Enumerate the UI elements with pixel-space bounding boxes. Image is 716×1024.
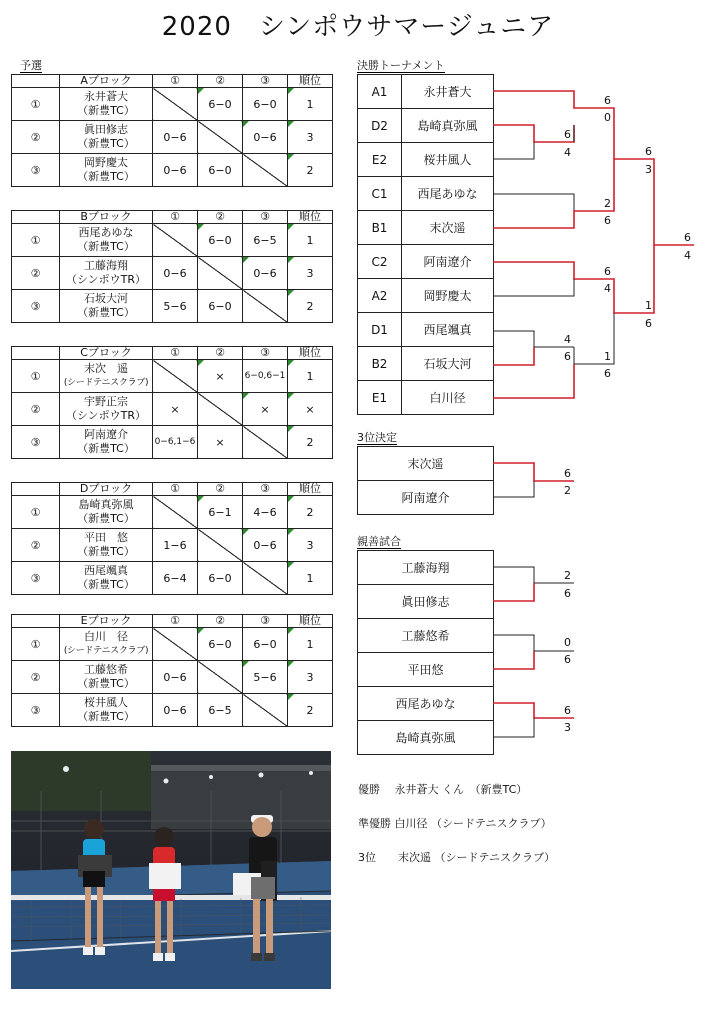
rank-header: 順位 xyxy=(288,75,333,88)
bracket-line xyxy=(493,91,694,245)
player-club: （新豊TC） xyxy=(77,677,135,690)
entry-name: 永井蒼大 xyxy=(402,75,494,109)
rank-header: 順位 xyxy=(288,347,333,360)
player-club: （新豊TC） xyxy=(77,170,135,183)
block-table xyxy=(11,614,333,727)
score-cell: 0−6 xyxy=(243,257,288,290)
player-index: ② xyxy=(12,393,60,426)
score-qf3-b: 4 xyxy=(604,282,611,295)
score-cell: 5−6 xyxy=(153,290,198,323)
table-row xyxy=(12,628,333,661)
rank-header: 順位 xyxy=(288,615,333,628)
friendly-entry: 工藤悠希 xyxy=(358,619,494,653)
score-cell: 0−6 xyxy=(153,661,198,694)
entry-name: 島崎真弥風 xyxy=(402,109,494,143)
score-r1-bot-b: 6 xyxy=(564,350,571,363)
player-name: 西尾あゆな xyxy=(78,226,134,239)
player-cell xyxy=(60,360,153,393)
score-friendly-2a: 0 xyxy=(564,636,571,649)
score-friendly-3b: 3 xyxy=(564,721,571,734)
score-cell: 6−0 xyxy=(198,562,243,595)
player-cell xyxy=(60,224,153,257)
bracket-entry xyxy=(358,109,494,143)
entry-name: 西尾颯真 xyxy=(402,313,494,347)
player-index: ① xyxy=(12,88,60,121)
bracket-line xyxy=(493,331,574,347)
entry-seed: D1 xyxy=(358,313,402,347)
player-index: ① xyxy=(12,628,60,661)
table-row xyxy=(12,661,333,694)
player-club: （新豊TC） xyxy=(77,306,135,319)
prelim-label: 予選 xyxy=(20,59,42,72)
player-cell xyxy=(60,121,153,154)
player-cell xyxy=(60,661,153,694)
bracket-entry xyxy=(358,177,494,211)
score-cell: 6−1 xyxy=(198,496,243,529)
rank-cell: 3 xyxy=(288,257,333,290)
player-club: （新豊TC） xyxy=(77,240,135,253)
result-third: 3位 末次遥 （シードテニスクラブ） xyxy=(358,851,556,864)
friendly-table xyxy=(357,550,494,755)
player-club: (シードテニスクラブ) xyxy=(63,378,149,388)
entry-seed: B2 xyxy=(358,347,402,381)
score-qf4-a: 1 xyxy=(604,350,611,363)
table-row xyxy=(12,290,333,323)
bracket-line xyxy=(493,159,614,228)
player-cell xyxy=(60,694,153,727)
player-index: ② xyxy=(12,121,60,154)
bracket-line xyxy=(493,125,574,142)
score-cell: 4−6 xyxy=(243,496,288,529)
player-cell xyxy=(60,88,153,121)
player-name: 宇野正宗 xyxy=(84,395,128,408)
score-cell: 6−0 xyxy=(198,628,243,661)
friendly-entry: 島崎真弥風 xyxy=(358,721,494,755)
header-corner xyxy=(12,75,60,88)
header-corner xyxy=(12,211,60,224)
third-place-table xyxy=(357,446,494,515)
entry-seed: E1 xyxy=(358,381,402,415)
player-name: 岡野慶太 xyxy=(84,156,128,169)
score-cell: 6−0 xyxy=(243,88,288,121)
rank-cell: 1 xyxy=(288,224,333,257)
friendly-entry: 工藤海翔 xyxy=(358,551,494,585)
opponent-header: ③ xyxy=(243,483,288,496)
bracket-line xyxy=(493,703,574,718)
bracket-line xyxy=(493,651,534,669)
bracket-line xyxy=(493,567,574,583)
block-table xyxy=(11,74,333,187)
player-index: ① xyxy=(12,360,60,393)
player-club: （シンポウTR） xyxy=(65,273,147,286)
bracket-entry xyxy=(358,245,494,279)
player-name: 阿南遼介 xyxy=(84,428,128,441)
entry-name: 桜井風人 xyxy=(402,143,494,177)
entry-name: 西尾あゆな xyxy=(402,177,494,211)
score-r1-bot-a: 4 xyxy=(564,333,571,346)
player-name: 工藤悠希 xyxy=(84,663,128,676)
block-table xyxy=(11,346,333,459)
friendly-label: 親善試合 xyxy=(357,535,401,548)
player-name: 工藤海翔 xyxy=(84,259,128,272)
score-cell: 6−0 xyxy=(243,628,288,661)
score-cell: 0−6 xyxy=(243,529,288,562)
bracket-line xyxy=(493,279,574,296)
bracket-line xyxy=(493,364,574,398)
opponent-header: ③ xyxy=(243,75,288,88)
self-match-cell xyxy=(198,393,243,426)
player-club: (シードテニスクラブ) xyxy=(63,646,149,656)
score-cell: 6−0 xyxy=(198,154,243,187)
player-index: ② xyxy=(12,529,60,562)
player-club: （新豊TC） xyxy=(77,442,135,455)
table-row xyxy=(12,562,333,595)
score-sf2-a: 1 xyxy=(645,299,652,312)
self-match-cell xyxy=(198,529,243,562)
opponent-header: ② xyxy=(198,347,243,360)
friendly-entry: 眞田修志 xyxy=(358,585,494,619)
rank-cell: 2 xyxy=(288,496,333,529)
bracket-line xyxy=(493,347,534,365)
friendly-entry: 西尾あゆな xyxy=(358,687,494,721)
self-match-cell xyxy=(198,257,243,290)
self-match-cell xyxy=(243,562,288,595)
friendly-entry: 平田悠 xyxy=(358,653,494,687)
score-cell: 0−6 xyxy=(153,154,198,187)
self-match-cell xyxy=(198,121,243,154)
player-name: 石坂大河 xyxy=(84,292,128,305)
block-name: Dブロック xyxy=(60,483,153,496)
player-cell xyxy=(60,529,153,562)
self-match-cell xyxy=(153,628,198,661)
table-row xyxy=(12,694,333,727)
bracket-entry xyxy=(358,211,494,245)
score-qf3-a: 6 xyxy=(604,265,611,278)
entry-name: 白川径 xyxy=(402,381,494,415)
score-cell: 6−5 xyxy=(243,224,288,257)
player-club: （新豊TC） xyxy=(77,710,135,723)
table-row xyxy=(12,88,333,121)
table-row xyxy=(12,121,333,154)
score-cell: 0−6,1−6 xyxy=(153,426,198,459)
player-club: （新豊TC） xyxy=(77,512,135,525)
score-qf4-b: 6 xyxy=(604,367,611,380)
score-cell: 0−6 xyxy=(153,694,198,727)
player-name: 白川 径 xyxy=(84,630,128,643)
player-index: ② xyxy=(12,257,60,290)
player-index: ② xyxy=(12,661,60,694)
score-final-a: 6 xyxy=(684,231,691,244)
score-cell: × xyxy=(198,426,243,459)
score-cell: 6−5 xyxy=(198,694,243,727)
opponent-header: ① xyxy=(153,347,198,360)
table-row xyxy=(12,496,333,529)
entry-name: 石坂大河 xyxy=(402,347,494,381)
player-cell xyxy=(60,257,153,290)
player-name: 桜井風人 xyxy=(84,696,128,709)
bracket-line xyxy=(493,142,534,159)
player-name: 永井蒼大 xyxy=(84,90,128,103)
player-name: 島崎真弥風 xyxy=(78,498,134,511)
score-final-b: 4 xyxy=(684,249,691,262)
player-index: ③ xyxy=(12,562,60,595)
self-match-cell xyxy=(198,661,243,694)
table-row xyxy=(12,257,333,290)
player-cell xyxy=(60,628,153,661)
bracket-entry xyxy=(358,143,494,177)
bracket-line xyxy=(493,194,574,211)
rank-cell: 3 xyxy=(288,661,333,694)
rank-cell: 1 xyxy=(288,562,333,595)
opponent-header: ② xyxy=(198,211,243,224)
entry-seed: A2 xyxy=(358,279,402,313)
player-cell xyxy=(60,290,153,323)
opponent-header: ③ xyxy=(243,347,288,360)
score-sf1-b: 3 xyxy=(645,163,652,176)
score-friendly-1a: 2 xyxy=(564,569,571,582)
block-table xyxy=(11,210,333,323)
score-cell: 1−6 xyxy=(153,529,198,562)
opponent-header: ③ xyxy=(243,211,288,224)
score-cell: × xyxy=(198,360,243,393)
score-third-a: 6 xyxy=(564,467,571,480)
player-index: ① xyxy=(12,224,60,257)
opponent-header: ① xyxy=(153,483,198,496)
bracket-line xyxy=(493,245,654,313)
self-match-cell xyxy=(243,290,288,323)
score-cell: 6−0 xyxy=(198,88,243,121)
rank-cell: 2 xyxy=(288,154,333,187)
score-cell: 0−6 xyxy=(153,257,198,290)
self-match-cell xyxy=(243,426,288,459)
score-qf2-a: 2 xyxy=(604,197,611,210)
rank-cell: 2 xyxy=(288,426,333,459)
bracket-line xyxy=(493,635,574,651)
player-name: 末次 遥 xyxy=(84,362,128,375)
bracket-line xyxy=(493,463,574,481)
player-name: 平田 悠 xyxy=(84,531,128,544)
opponent-header: ③ xyxy=(243,615,288,628)
score-qf1-b: 0 xyxy=(604,111,611,124)
entry-seed: C2 xyxy=(358,245,402,279)
score-cell: 0−6 xyxy=(153,121,198,154)
bracket-line xyxy=(493,718,534,737)
header-corner xyxy=(12,347,60,360)
player-club: （新豊TC） xyxy=(77,104,135,117)
rank-cell: 1 xyxy=(288,360,333,393)
player-cell xyxy=(60,154,153,187)
table-row xyxy=(12,393,333,426)
self-match-cell xyxy=(243,154,288,187)
entry-seed: C1 xyxy=(358,177,402,211)
result-champion: 優勝 永井蒼大 くん （新豊TC） xyxy=(358,783,528,796)
player-name: 西尾颯真 xyxy=(84,564,128,577)
block-name: Bブロック xyxy=(60,211,153,224)
table-row xyxy=(12,529,333,562)
bracket-entry xyxy=(358,381,494,415)
player-cell xyxy=(60,562,153,595)
score-r1-top-b: 4 xyxy=(564,146,571,159)
score-cell: 6−0,6−1 xyxy=(243,360,288,393)
rank-cell: 1 xyxy=(288,88,333,121)
bracket-entry xyxy=(358,313,494,347)
table-row xyxy=(12,154,333,187)
score-sf1-a: 6 xyxy=(645,145,652,158)
player-club: （新豊TC） xyxy=(77,578,135,591)
player-club: （新豊TC） xyxy=(77,545,135,558)
opponent-header: ① xyxy=(153,211,198,224)
block-name: Cブロック xyxy=(60,347,153,360)
bracket-entry xyxy=(358,75,494,109)
entry-seed: D2 xyxy=(358,109,402,143)
final-label: 決勝トーナメント xyxy=(357,59,445,72)
score-cell: × xyxy=(243,393,288,426)
rank-cell: 2 xyxy=(288,694,333,727)
score-sf2-b: 6 xyxy=(645,317,652,330)
self-match-cell xyxy=(243,694,288,727)
self-match-cell xyxy=(153,360,198,393)
third-place-label: 3位決定 xyxy=(357,431,397,444)
self-match-cell xyxy=(153,224,198,257)
player-index: ③ xyxy=(12,426,60,459)
opponent-header: ② xyxy=(198,483,243,496)
score-friendly-3a: 6 xyxy=(564,704,571,717)
entry-name: 阿南遼介 xyxy=(402,245,494,279)
player-name: 眞田修志 xyxy=(84,123,128,136)
rank-header: 順位 xyxy=(288,211,333,224)
block-name: Eブロック xyxy=(60,615,153,628)
rank-header: 順位 xyxy=(288,483,333,496)
entry-name: 岡野慶太 xyxy=(402,279,494,313)
rank-cell: × xyxy=(288,393,333,426)
score-cell: 6−0 xyxy=(198,224,243,257)
entry-name: 末次遥 xyxy=(402,211,494,245)
table-row xyxy=(12,360,333,393)
score-cell: 0−6 xyxy=(243,121,288,154)
score-cell: 5−6 xyxy=(243,661,288,694)
page-title: 2020 シンポウサマージュニア xyxy=(161,12,555,42)
player-club: （シンポウTR） xyxy=(65,409,147,422)
entry-seed: A1 xyxy=(358,75,402,109)
player-cell xyxy=(60,426,153,459)
rank-cell: 1 xyxy=(288,628,333,661)
self-match-cell xyxy=(153,496,198,529)
score-friendly-1b: 6 xyxy=(564,587,571,600)
score-cell: × xyxy=(153,393,198,426)
winners-photo xyxy=(11,751,331,989)
header-corner xyxy=(12,615,60,628)
player-index: ① xyxy=(12,496,60,529)
score-third-b: 2 xyxy=(564,484,571,497)
block-name: Aブロック xyxy=(60,75,153,88)
self-match-cell xyxy=(153,88,198,121)
player-index: ③ xyxy=(12,154,60,187)
opponent-header: ① xyxy=(153,615,198,628)
block-table xyxy=(11,482,333,595)
bracket-line xyxy=(493,481,534,497)
result-runner-up: 準優勝 白川径 （シードテニスクラブ） xyxy=(358,817,552,830)
rank-cell: 3 xyxy=(288,529,333,562)
score-r1-top-a: 6 xyxy=(564,128,571,141)
score-qf2-b: 6 xyxy=(604,214,611,227)
final-entry-table xyxy=(357,74,494,415)
player-cell xyxy=(60,496,153,529)
player-index: ③ xyxy=(12,290,60,323)
score-qf1-a: 6 xyxy=(604,94,611,107)
opponent-header: ② xyxy=(198,615,243,628)
player-index: ③ xyxy=(12,694,60,727)
bracket-line xyxy=(493,583,534,601)
header-corner xyxy=(12,483,60,496)
table-row xyxy=(12,224,333,257)
bracket-entry xyxy=(358,279,494,313)
player-club: （新豊TC） xyxy=(77,137,135,150)
third-entry: 阿南遼介 xyxy=(358,481,494,515)
rank-cell: 3 xyxy=(288,121,333,154)
opponent-header: ② xyxy=(198,75,243,88)
third-entry: 末次遥 xyxy=(358,447,494,481)
entry-seed: E2 xyxy=(358,143,402,177)
score-cell: 6−0 xyxy=(198,290,243,323)
entry-seed: B1 xyxy=(358,211,402,245)
table-row xyxy=(12,426,333,459)
player-cell xyxy=(60,393,153,426)
score-cell: 6−4 xyxy=(153,562,198,595)
rank-cell: 2 xyxy=(288,290,333,323)
bracket-entry xyxy=(358,347,494,381)
opponent-header: ① xyxy=(153,75,198,88)
score-friendly-2b: 6 xyxy=(564,653,571,666)
